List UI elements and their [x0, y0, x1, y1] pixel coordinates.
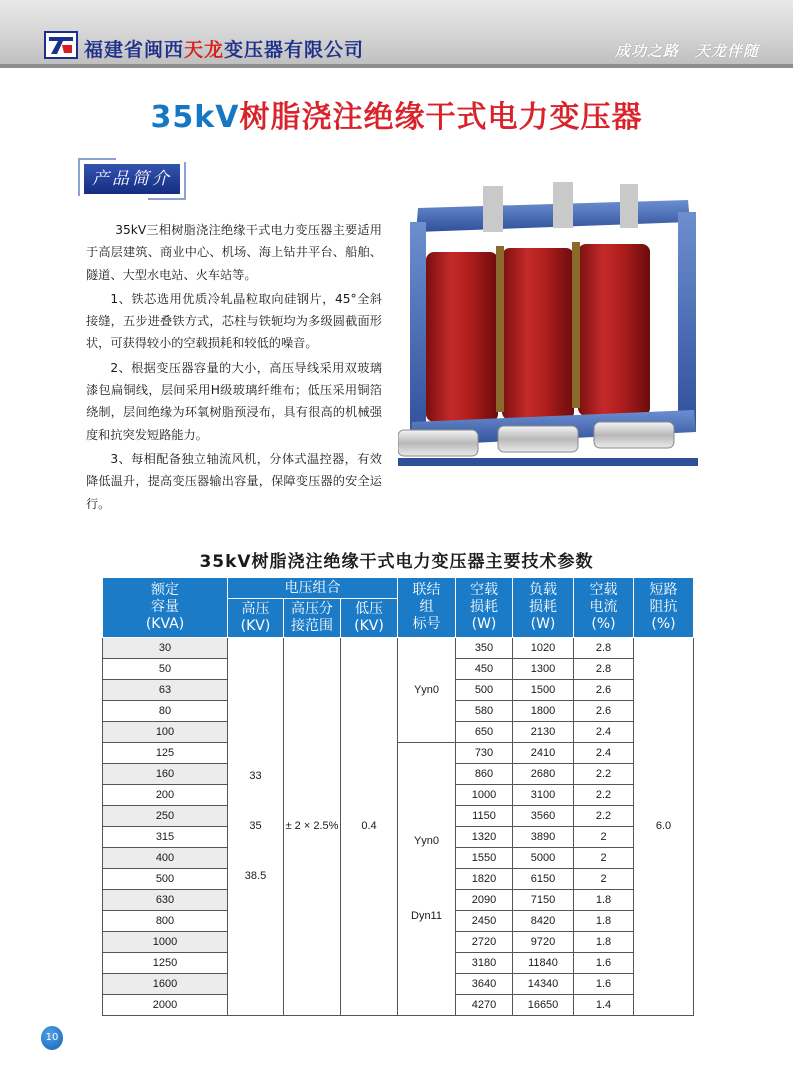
intro-paragraph: 35kV三相树脂浇注绝缘干式电力变压器主要适用于高层建筑、商业中心、机场、海上钻井平台、船舶、隧道、大型水电站、火车站等。	[86, 223, 382, 282]
header-slogan: 成功之路 天龙伴随	[614, 42, 759, 60]
table-cell: 2450	[456, 911, 513, 932]
table-title: 35kV树脂浇注绝缘干式电力变压器主要技术参数	[199, 552, 594, 572]
table-cell: 1150	[456, 806, 513, 827]
tianlong-logo-icon	[44, 31, 78, 59]
table-cell: 1.6	[574, 974, 634, 995]
impedance-value: 6.0	[634, 638, 694, 1016]
table-cell: 2.6	[574, 701, 634, 722]
table-cell: 2	[574, 848, 634, 869]
table-cell: 14340	[513, 974, 574, 995]
table-cell: 2	[574, 869, 634, 890]
table-cell: 2.4	[574, 722, 634, 743]
header-load-loss: 负载 损耗 (W)	[513, 578, 574, 638]
table-cell: 1020	[513, 638, 574, 659]
table-cell: 1.6	[574, 953, 634, 974]
table-cell: 80	[103, 701, 228, 722]
table-cell: 4270	[456, 995, 513, 1016]
table-cell: 125	[103, 743, 228, 764]
table-cell: 580	[456, 701, 513, 722]
header-no-load-loss: 空载 损耗 (W)	[456, 578, 513, 638]
vector-group: Yyn0 Dyn11	[398, 743, 456, 1016]
table-cell: 6150	[513, 869, 574, 890]
table-cell: 1000	[456, 785, 513, 806]
section-tag: 产品简介	[84, 164, 180, 194]
table-cell: 3180	[456, 953, 513, 974]
table-cell: 200	[103, 785, 228, 806]
table-cell: 1.8	[574, 932, 634, 953]
company-name: 福建省闽西天龙变压器有限公司	[84, 39, 365, 61]
table-cell: 8420	[513, 911, 574, 932]
table-cell: 2.2	[574, 764, 634, 785]
spec-table	[102, 577, 694, 1016]
table-row	[103, 743, 694, 764]
table-cell: 30	[103, 638, 228, 659]
tap-range: ± 2 × 2.5%	[284, 638, 341, 1016]
table-cell: 400	[103, 848, 228, 869]
product-intro	[86, 219, 382, 517]
table-cell: 860	[456, 764, 513, 785]
page-title: 35kV树脂浇注绝缘干式电力变压器	[150, 100, 643, 135]
intro-paragraph: 1、铁芯选用优质冷轧晶粒取向硅钢片，45°全斜接缝，五步进叠铁方式，芯柱与铁轭均为多级圆截面形状，可获得较小的空载损耗和较低的噪音。	[86, 291, 382, 351]
table-cell: 1500	[513, 680, 574, 701]
page-header	[0, 0, 793, 68]
table-cell: 7150	[513, 890, 574, 911]
table-cell: 50	[103, 659, 228, 680]
table-cell: 630	[103, 890, 228, 911]
table-cell: 2.6	[574, 680, 634, 701]
table-cell: 3100	[513, 785, 574, 806]
table-cell: 2680	[513, 764, 574, 785]
table-cell: 350	[456, 638, 513, 659]
table-cell: 11840	[513, 953, 574, 974]
header-hv: 高压 (KV)	[228, 599, 284, 638]
table-cell: 1.8	[574, 890, 634, 911]
table-cell: 5000	[513, 848, 574, 869]
vector-group: Yyn0	[398, 638, 456, 743]
header-voltage-group: 电压组合	[228, 578, 398, 599]
table-cell: 2.2	[574, 785, 634, 806]
table-cell: 9720	[513, 932, 574, 953]
table-row	[103, 638, 694, 659]
table-cell: 1320	[456, 827, 513, 848]
table-cell: 2130	[513, 722, 574, 743]
table-cell: 250	[103, 806, 228, 827]
table-cell: 1820	[456, 869, 513, 890]
table-cell: 500	[456, 680, 513, 701]
page-number: 10	[41, 1026, 63, 1050]
header-capacity: 额定 容量 (KVA)	[103, 578, 228, 638]
table-cell: 2.8	[574, 638, 634, 659]
table-cell: 730	[456, 743, 513, 764]
table-cell: 3890	[513, 827, 574, 848]
table-cell: 63	[103, 680, 228, 701]
table-cell: 1000	[103, 932, 228, 953]
intro-paragraph: 3、每相配备独立轴流风机，分体式温控器，有效降低温升，提高变压器输出容量，保障变压器的安全运行。	[86, 451, 382, 511]
header-vector-group: 联结 组 标号	[398, 578, 456, 638]
table-cell: 500	[103, 869, 228, 890]
table-cell: 2720	[456, 932, 513, 953]
table-cell: 650	[456, 722, 513, 743]
table-cell: 2.8	[574, 659, 634, 680]
table-cell: 3640	[456, 974, 513, 995]
table-cell: 315	[103, 827, 228, 848]
table-cell: 100	[103, 722, 228, 743]
intro-paragraph: 2、根据变压器容量的大小，高压导线采用双玻璃漆包扁铜线，层间采用H级玻璃纤维布；低压采用铜箔绕制，层间绝缘为环氧树脂预浸布，具有很高的机械强度和抗突发短路能力。	[86, 360, 382, 442]
table-cell: 2.2	[574, 806, 634, 827]
lv-value: 0.4	[341, 638, 398, 1016]
table-cell: 1300	[513, 659, 574, 680]
table-cell: 1550	[456, 848, 513, 869]
table-cell: 2410	[513, 743, 574, 764]
table-cell: 2	[574, 827, 634, 848]
table-cell: 2000	[103, 995, 228, 1016]
table-cell: 800	[103, 911, 228, 932]
table-cell: 450	[456, 659, 513, 680]
header-impedance: 短路 阻抗 (%)	[634, 578, 694, 638]
header-no-load-current: 空载 电流 (%)	[574, 578, 634, 638]
table-cell: 16650	[513, 995, 574, 1016]
table-cell: 160	[103, 764, 228, 785]
transformer-photo	[398, 182, 708, 482]
hv-values: 33 35 38.5	[228, 638, 284, 1016]
table-cell: 1600	[103, 974, 228, 995]
header-tap-range: 高压分 接范围	[284, 599, 341, 638]
header-lv: 低压 (KV)	[341, 599, 398, 638]
table-cell: 2090	[456, 890, 513, 911]
table-cell: 1.4	[574, 995, 634, 1016]
table-cell: 2.4	[574, 743, 634, 764]
table-cell: 1.8	[574, 911, 634, 932]
table-cell: 1800	[513, 701, 574, 722]
table-cell: 1250	[103, 953, 228, 974]
table-cell: 3560	[513, 806, 574, 827]
